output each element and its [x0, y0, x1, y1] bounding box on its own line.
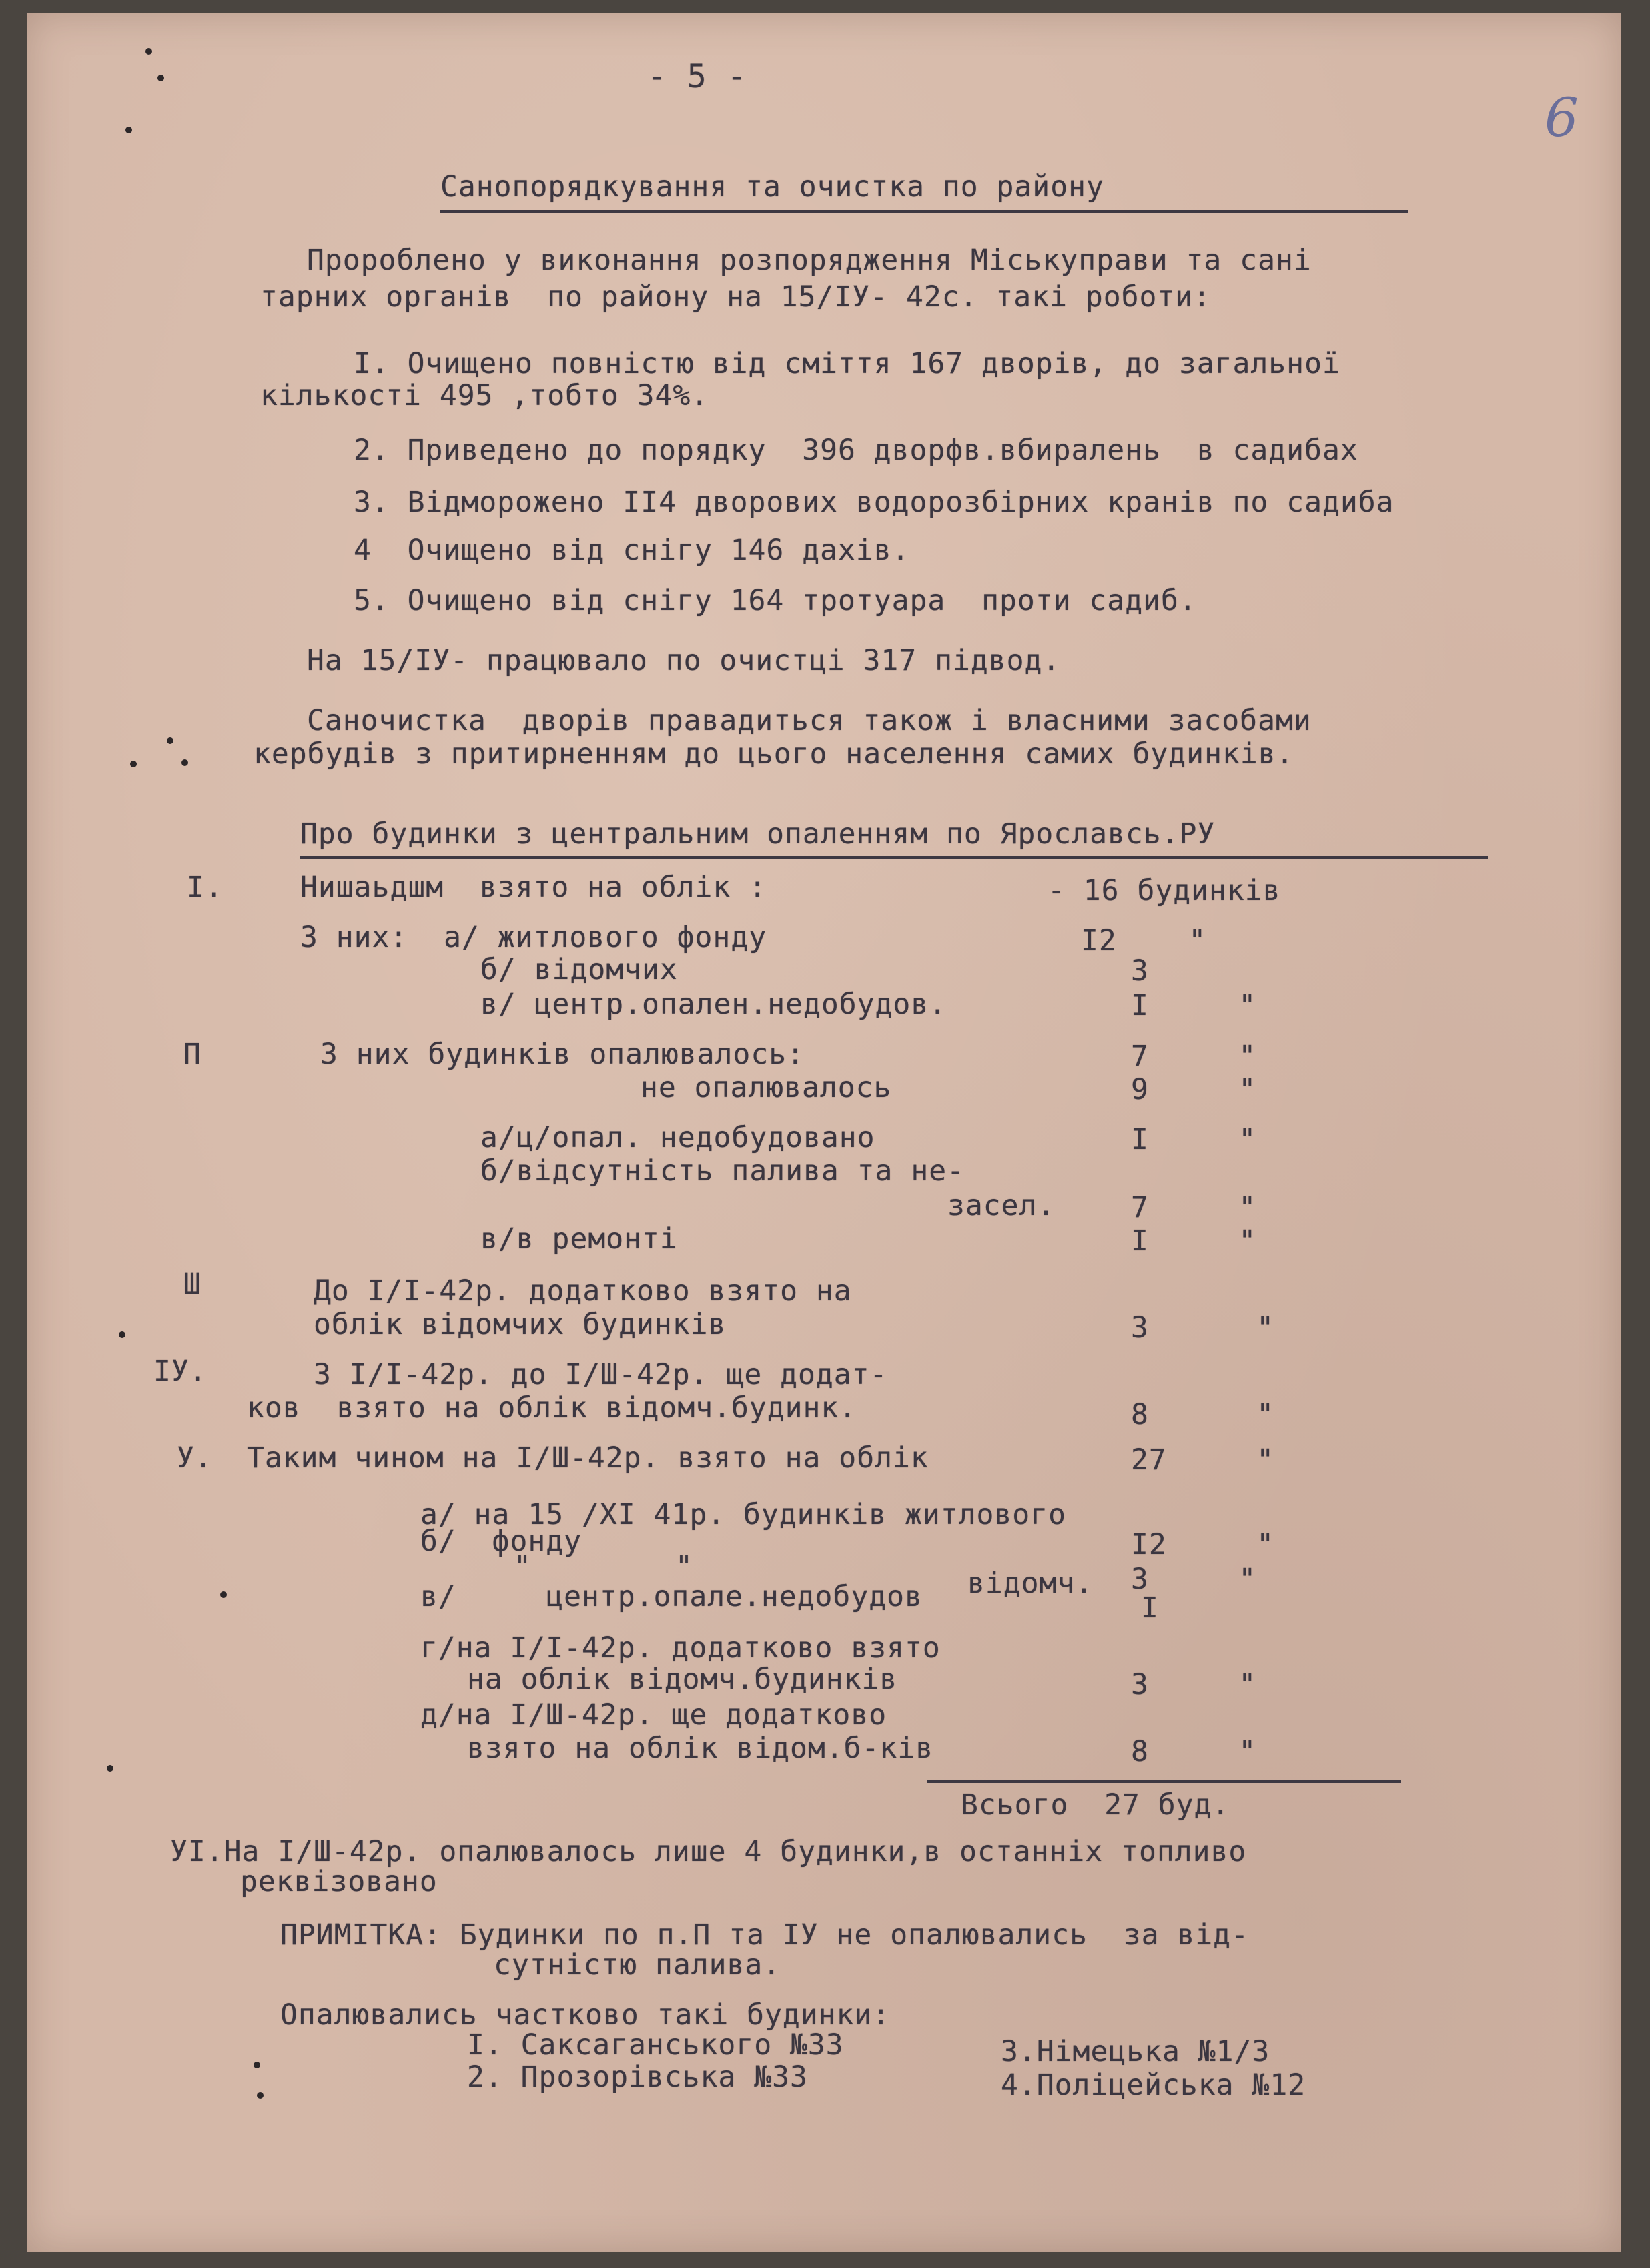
heading-sanitation-underline	[440, 210, 1408, 213]
address-1: І. Саксаганського №33	[467, 2028, 844, 2062]
row-9-value: 7 "	[1131, 1191, 1257, 1224]
archive-number: 6	[1545, 87, 1579, 149]
row-3-text: б/ відомчих	[480, 953, 678, 986]
row-10-text: в/в ремонті	[480, 1222, 678, 1256]
row-12-line-1: З І/І-42р. до І/Ш-42р. ще додат-	[314, 1358, 888, 1391]
sanitation-line-1: Саночистка дворів правадиться також і власними засобами	[307, 704, 1312, 737]
partial-heating-intro: Опалювались частково такі будинки:	[280, 1998, 891, 2032]
row-12-line-2: ков взято на облік відомч.будинк.	[247, 1391, 857, 1425]
row-5-text: З них будинків опалювалось:	[320, 1038, 805, 1071]
paper-speck	[220, 1591, 227, 1598]
intro-line-2: тарних органів по району на 15/ІУ- 42с. такі роботи:	[260, 280, 1212, 314]
item-1-line-1: І. Очищено повністю від сміття 167 дворів, до загальної	[354, 347, 1340, 380]
note-line-2: сутністю палива.	[494, 1948, 781, 1982]
row-15-text: б/ фонду	[420, 1525, 582, 1558]
row-8-text: б/відсутність палива та не-	[480, 1154, 965, 1188]
row-7-value: І "	[1131, 1123, 1257, 1156]
row-4-text: в/ центр.опален.недобудов.	[480, 988, 947, 1021]
row-15-value: І2 "	[1131, 1528, 1275, 1561]
item-1-line-2: кількості 495 ,тобто 34%.	[260, 379, 709, 412]
row-13-value: 27 "	[1131, 1443, 1275, 1477]
row-13-number: У.	[177, 1441, 213, 1475]
row-18-line-2: на облік відомч.будинків	[467, 1663, 898, 1696]
row-16-marks: " "	[514, 1550, 693, 1583]
heading-sanitation: Санопорядкування та очистка по району	[440, 170, 1104, 204]
row-12-number: ІУ.	[153, 1355, 208, 1388]
paper-speck	[157, 75, 164, 81]
row-1-value: - 16 будинків	[1048, 874, 1281, 907]
note-line-1: ПРИМІТКА: Будинки по п.П та ІУ не опалювались за від-	[280, 1918, 1249, 1952]
heading-central-heating: Про будинки з центральним опаленням по Ярославсь.РУ	[300, 817, 1216, 851]
paper-speck	[257, 2092, 264, 2099]
total-rule	[927, 1780, 1401, 1783]
address-3: 3.Німецька №1/3	[1001, 2035, 1270, 2068]
row-20-line-1: УІ.На І/Ш-42р. опалювалось лише 4 будинки,в останніх топливо	[170, 1835, 1247, 1868]
row-16-text: відомч.	[967, 1567, 1094, 1600]
sanitation-line-2: кербудів з притирненням до цього населення самих будинків.	[254, 737, 1294, 771]
row-5-number: П	[183, 1038, 201, 1071]
item-5: 5. Очищено від снігу 164 тротуара проти садиб.	[354, 584, 1197, 617]
row-11-number: Ш	[183, 1268, 201, 1301]
row-14-text: а/ на 15 /ХІ 41р. будинків житлового	[420, 1498, 1066, 1531]
paper-speck	[125, 127, 132, 133]
row-19-value: 8 "	[1131, 1735, 1257, 1768]
paper-speck	[254, 2062, 260, 2068]
row-13-text: Таким чином на І/Ш-42р. взято на облік	[247, 1441, 929, 1475]
paper-speck	[167, 737, 173, 744]
row-4-value: І "	[1131, 989, 1257, 1022]
row-3-value: 3	[1131, 954, 1149, 988]
row-11-value: 3 "	[1131, 1311, 1275, 1345]
row-17-value: І	[1141, 1591, 1159, 1625]
row-10-value: І "	[1131, 1224, 1257, 1258]
row-20-line-2: реквізовано	[240, 1865, 438, 1898]
item-2: 2. Приведено до порядку 396 дворфв.вбиралень в садибах	[354, 434, 1358, 467]
paper-speck	[145, 48, 152, 55]
intro-line-1: Пророблено у виконання розпорядження Міськуправи та сані	[307, 244, 1312, 277]
page-number: - 5 -	[647, 58, 747, 95]
row-16-value: 3 "	[1131, 1563, 1257, 1596]
item-3: 3. Відморожено ІІ4 дворових водорозбірних кранів по садиба	[354, 486, 1394, 519]
row-9-text: засел.	[947, 1189, 1056, 1222]
paper-speck	[119, 1331, 125, 1338]
row-6-value: 9 "	[1131, 1073, 1257, 1106]
row-17-text: в/ центр.опале.недобудов	[420, 1580, 923, 1613]
row-2-text: З них: а/ житлового фонду	[300, 921, 767, 954]
item-4: 4 Очищено від снігу 146 дахів.	[354, 534, 910, 567]
total-line: Всього 27 буд.	[961, 1788, 1230, 1822]
address-2: 2. Прозорівська №33	[467, 2060, 808, 2094]
row-11-line-1: До І/І-42р. додатково взято на	[314, 1274, 852, 1308]
row-18-value: 3 "	[1131, 1668, 1257, 1702]
paper-speck	[107, 1765, 113, 1772]
paper-speck	[130, 761, 137, 767]
paper-speck	[181, 759, 188, 766]
row-19-line-1: д/на І/Ш-42р. ще додатково	[420, 1698, 887, 1732]
row-11-line-2: облік відомчих будинків	[314, 1308, 727, 1341]
row-19-line-2: взято на облік відом.б-ків	[467, 1732, 934, 1765]
row-1-number: І.	[187, 871, 223, 904]
row-12-value: 8 "	[1131, 1398, 1275, 1431]
row-5-value: 7 "	[1131, 1040, 1257, 1073]
heading-central-heating-underline	[300, 856, 1488, 859]
row-7-text: а/ц/опал. недобудовано	[480, 1121, 875, 1154]
row-2-value: І2 "	[1081, 924, 1207, 958]
row-18-line-1: г/на І/І-42р. додатково взято	[420, 1631, 941, 1665]
row-1-text: Нишаьдшм взято на облік :	[300, 871, 767, 904]
carts-line: На 15/ІУ- працювало по очистці 317 підвод.	[307, 644, 1061, 677]
row-6-text: не опалювалось	[641, 1071, 892, 1104]
address-4: 4.Поліцейська №12	[1001, 2068, 1306, 2102]
document-page	[27, 13, 1621, 2252]
